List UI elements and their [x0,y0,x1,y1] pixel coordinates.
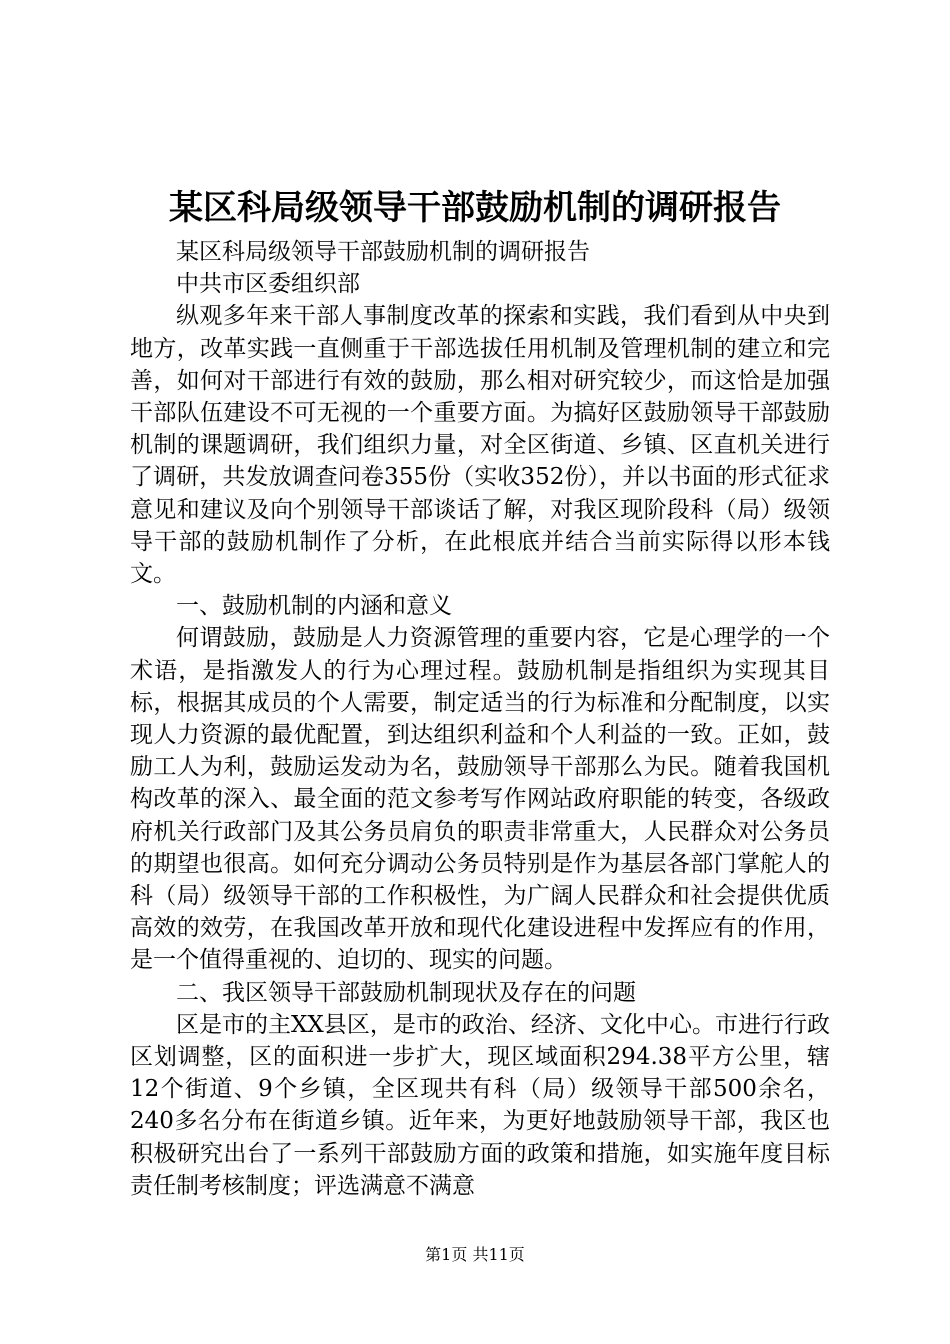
section-2-paragraph: 区是市的主XX县区，是市的政治、经济、文化中心。市进行行政区划调整，区的面积进一步扩大，现区域面积294.38平方公里，辖12个街道、9个乡镇，全区现共有科（局）级领导干部500余名，240多名分布在街道乡镇。近年来，为更好地鼓励领导干部，我区也积极研究出台了一系列干部鼓励方面的政策和措施，如实施年度目标责任制考核制度；评选满意不满意 [130,1011,830,1199]
section-heading-1: 一、鼓励机制的内涵和意义 [176,593,452,620]
page-number-footer: 第1页 共11页 [425,1245,525,1264]
document-title: 某区科局级领导干部鼓励机制的调研报告 [169,188,781,228]
document-body [130,236,830,1202]
subtitle-paragraph: 某区科局级领导干部鼓励机制的调研报告 [176,239,590,265]
intro-paragraph: 纵观多年来干部人事制度改革的探索和实践，我们看到从中央到地方，改革实践一直侧重于干部选拔任用机制及管理机制的建立和完善，如何对干部进行有效的鼓励，那么相对研究较少，而这恰是加强干部队伍建设不可无视的一个重要方面。为搞好区鼓励领导干部鼓励机制的课题调研，我们组织力量，对全区街道、乡镇、区直机关进行了调研，共发放调查问卷355份（实收352份），并以书面的形式征求意见和建议及向个别领导干部谈话了解，对我区现阶段科（局）级领导干部的鼓励机制作了分析，在此根底并结合当前实际得以形本钱文。 [130,303,830,588]
section-1-paragraph: 何谓鼓励，鼓励是人力资源管理的重要内容，它是心理学的一个术语，是指激发人的行为心理过程。鼓励机制是指组织为实现其目标，根据其成员的个人需要，制定适当的行为标准和分配制度，以实现人力资源的最优配置，到达组织利益和个人利益的一致。正如，鼓励工人为利，鼓励运发动为名，鼓励领导干部那么为民。随着我国机构改革的深入、最全面的范文参考写作网站政府职能的转变，各级政府机关行政部门及其公务员肩负的职责非常重大，人民群众对公务员的期望也很高。如何充分调动公务员特别是作为基层各部门掌舵人的科（局）级领导干部的工作积极性，为广阔人民群众和社会提供优质高效的效劳，在我国改革开放和现代化建设进程中发挥应有的作用，是一个值得重视的、迫切的、现实的问题。 [130,625,830,974]
section-heading-2: 二、我区领导干部鼓励机制现状及存在的问题 [176,979,636,1006]
author-paragraph: 中共市区委组织部 [176,271,360,298]
